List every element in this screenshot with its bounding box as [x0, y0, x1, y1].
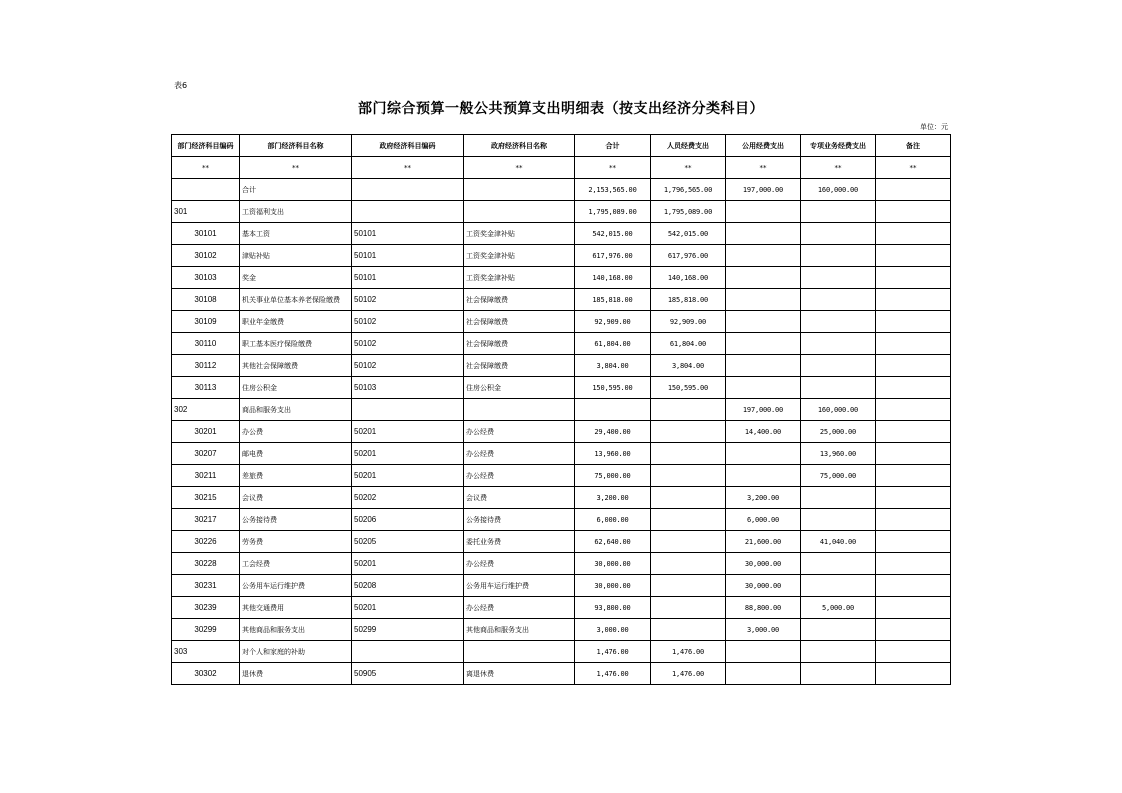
- note-cell: [876, 641, 951, 663]
- personnel-cell: [651, 465, 726, 487]
- personnel-cell: [651, 619, 726, 641]
- star-cell: **: [801, 157, 876, 179]
- gov-name-cell: 工资奖金津补贴: [464, 245, 575, 267]
- table-row: [172, 421, 951, 443]
- dept-code-cell: 30231: [172, 575, 240, 597]
- gov-name-cell: 办公经费: [464, 597, 575, 619]
- public-cell: [726, 377, 801, 399]
- public-cell: 21,600.00: [726, 531, 801, 553]
- gov-code-cell: 50101: [352, 245, 464, 267]
- total-cell: 185,818.00: [575, 289, 651, 311]
- total-cell: 617,976.00: [575, 245, 651, 267]
- gov-code-cell: 50208: [352, 575, 464, 597]
- note-cell: [876, 421, 951, 443]
- public-cell: [726, 443, 801, 465]
- gov-code-cell: 50102: [352, 311, 464, 333]
- dept-name-cell: 奖金: [240, 267, 352, 289]
- dept-code-cell: 303: [172, 641, 240, 663]
- total-cell: 542,015.00: [575, 223, 651, 245]
- special-cell: 13,960.00: [801, 443, 876, 465]
- gov-name-cell: 会议费: [464, 487, 575, 509]
- gov-code-cell: [352, 641, 464, 663]
- note-cell: [876, 267, 951, 289]
- gov-code-cell: 50201: [352, 597, 464, 619]
- special-cell: [801, 355, 876, 377]
- table-row: [172, 333, 951, 355]
- star-row: [172, 157, 951, 179]
- total-cell: 2,153,565.00: [575, 179, 651, 201]
- star-cell: **: [172, 157, 240, 179]
- dept-code-cell: 30211: [172, 465, 240, 487]
- dept-name-cell: 其他社会保障缴费: [240, 355, 352, 377]
- gov-name-cell: 公务用车运行维护费: [464, 575, 575, 597]
- special-cell: [801, 245, 876, 267]
- dept-name-cell: 公务接待费: [240, 509, 352, 531]
- dept-code-cell: 30207: [172, 443, 240, 465]
- gov-code-cell: 50101: [352, 223, 464, 245]
- personnel-cell: [651, 509, 726, 531]
- note-cell: [876, 355, 951, 377]
- header-dept-name: 部门经济科目名称: [240, 135, 352, 157]
- special-cell: [801, 223, 876, 245]
- public-cell: [726, 267, 801, 289]
- note-cell: [876, 487, 951, 509]
- dept-name-cell: 基本工资: [240, 223, 352, 245]
- gov-name-cell: 工资奖金津补贴: [464, 223, 575, 245]
- note-cell: [876, 289, 951, 311]
- table-row: [172, 399, 951, 421]
- dept-name-cell: 工会经费: [240, 553, 352, 575]
- table-row: [172, 311, 951, 333]
- special-cell: [801, 267, 876, 289]
- gov-name-cell: 办公经费: [464, 465, 575, 487]
- special-cell: [801, 553, 876, 575]
- table-row: [172, 575, 951, 597]
- special-cell: 160,000.00: [801, 179, 876, 201]
- total-cell: 1,476.00: [575, 641, 651, 663]
- budget-table: [171, 134, 951, 685]
- total-cell: [575, 399, 651, 421]
- personnel-cell: 61,804.00: [651, 333, 726, 355]
- table-row: [172, 619, 951, 641]
- gov-code-cell: 50201: [352, 553, 464, 575]
- dept-name-cell: 住房公积金: [240, 377, 352, 399]
- gov-code-cell: 50205: [352, 531, 464, 553]
- personnel-cell: [651, 487, 726, 509]
- personnel-cell: [651, 531, 726, 553]
- total-cell: 62,640.00: [575, 531, 651, 553]
- table-body: [172, 179, 951, 685]
- special-cell: 75,000.00: [801, 465, 876, 487]
- note-cell: [876, 443, 951, 465]
- personnel-cell: [651, 399, 726, 421]
- dept-name-cell: 办公费: [240, 421, 352, 443]
- dept-code-cell: 30239: [172, 597, 240, 619]
- gov-name-cell: [464, 399, 575, 421]
- table-row: [172, 289, 951, 311]
- dept-name-cell: 差旅费: [240, 465, 352, 487]
- total-cell: 30,000.00: [575, 553, 651, 575]
- total-cell: 61,804.00: [575, 333, 651, 355]
- table-row: [172, 245, 951, 267]
- dept-code-cell: 30108: [172, 289, 240, 311]
- table-row: [172, 267, 951, 289]
- table-row: [172, 443, 951, 465]
- header-special: 专项业务经费支出: [801, 135, 876, 157]
- table-row: [172, 355, 951, 377]
- gov-name-cell: 离退休费: [464, 663, 575, 685]
- gov-name-cell: 公务接待费: [464, 509, 575, 531]
- special-cell: [801, 619, 876, 641]
- personnel-cell: 92,909.00: [651, 311, 726, 333]
- gov-name-cell: 委托业务费: [464, 531, 575, 553]
- dept-code-cell: 30215: [172, 487, 240, 509]
- total-cell: 3,804.00: [575, 355, 651, 377]
- gov-code-cell: 50102: [352, 333, 464, 355]
- gov-code-cell: 50103: [352, 377, 464, 399]
- dept-code-cell: 301: [172, 201, 240, 223]
- dept-name-cell: 公务用车运行维护费: [240, 575, 352, 597]
- total-cell: 150,595.00: [575, 377, 651, 399]
- note-cell: [876, 575, 951, 597]
- personnel-cell: 542,015.00: [651, 223, 726, 245]
- total-cell: 140,168.00: [575, 267, 651, 289]
- header-row: [172, 135, 951, 157]
- public-cell: 197,000.00: [726, 399, 801, 421]
- personnel-cell: [651, 575, 726, 597]
- personnel-cell: [651, 597, 726, 619]
- star-cell: **: [876, 157, 951, 179]
- table-row: [172, 201, 951, 223]
- note-cell: [876, 311, 951, 333]
- header-note: 备注: [876, 135, 951, 157]
- table-row: [172, 553, 951, 575]
- special-cell: [801, 377, 876, 399]
- note-cell: [876, 553, 951, 575]
- note-cell: [876, 465, 951, 487]
- special-cell: 5,000.00: [801, 597, 876, 619]
- total-cell: 3,200.00: [575, 487, 651, 509]
- public-cell: 30,000.00: [726, 553, 801, 575]
- special-cell: [801, 663, 876, 685]
- dept-name-cell: 会议费: [240, 487, 352, 509]
- total-cell: 75,000.00: [575, 465, 651, 487]
- note-cell: [876, 377, 951, 399]
- gov-code-cell: 50201: [352, 421, 464, 443]
- public-cell: 30,000.00: [726, 575, 801, 597]
- table-row: [172, 223, 951, 245]
- total-cell: 13,960.00: [575, 443, 651, 465]
- public-cell: [726, 245, 801, 267]
- special-cell: [801, 509, 876, 531]
- note-cell: [876, 531, 951, 553]
- public-cell: 3,000.00: [726, 619, 801, 641]
- unit-label: 单位：元: [920, 123, 948, 131]
- star-cell: **: [726, 157, 801, 179]
- dept-code-cell: 30299: [172, 619, 240, 641]
- dept-code-cell: 30112: [172, 355, 240, 377]
- gov-name-cell: 办公经费: [464, 421, 575, 443]
- header-public: 公用经费支出: [726, 135, 801, 157]
- gov-name-cell: 办公经费: [464, 443, 575, 465]
- table-row: [172, 597, 951, 619]
- table-row: [172, 663, 951, 685]
- public-cell: [726, 641, 801, 663]
- special-cell: [801, 311, 876, 333]
- public-cell: 197,000.00: [726, 179, 801, 201]
- dept-code-cell: [172, 179, 240, 201]
- public-cell: 6,000.00: [726, 509, 801, 531]
- dept-name-cell: 邮电费: [240, 443, 352, 465]
- table-row: [172, 465, 951, 487]
- gov-name-cell: [464, 201, 575, 223]
- personnel-cell: 1,795,089.00: [651, 201, 726, 223]
- gov-code-cell: 50201: [352, 443, 464, 465]
- personnel-cell: 185,818.00: [651, 289, 726, 311]
- note-cell: [876, 223, 951, 245]
- gov-code-cell: 50102: [352, 289, 464, 311]
- dept-name-cell: 其他商品和服务支出: [240, 619, 352, 641]
- gov-name-cell: 社会保障缴费: [464, 289, 575, 311]
- page-title: 部门综合预算一般公共预算支出明细表（按支出经济分类科目）: [358, 101, 764, 117]
- note-cell: [876, 333, 951, 355]
- public-cell: 14,400.00: [726, 421, 801, 443]
- personnel-cell: 617,976.00: [651, 245, 726, 267]
- dept-name-cell: 机关事业单位基本养老保险缴费: [240, 289, 352, 311]
- gov-name-cell: 社会保障缴费: [464, 355, 575, 377]
- dept-code-cell: 30302: [172, 663, 240, 685]
- header-personnel: 人员经费支出: [651, 135, 726, 157]
- note-cell: [876, 509, 951, 531]
- gov-code-cell: 50102: [352, 355, 464, 377]
- dept-name-cell: 劳务费: [240, 531, 352, 553]
- dept-code-cell: 30228: [172, 553, 240, 575]
- total-cell: 93,800.00: [575, 597, 651, 619]
- gov-name-cell: 社会保障缴费: [464, 333, 575, 355]
- special-cell: [801, 289, 876, 311]
- note-cell: [876, 399, 951, 421]
- table-row: [172, 509, 951, 531]
- dept-code-cell: 30110: [172, 333, 240, 355]
- dept-name-cell: 商品和服务支出: [240, 399, 352, 421]
- dept-name-cell: 工资福利支出: [240, 201, 352, 223]
- dept-code-cell: 30201: [172, 421, 240, 443]
- gov-code-cell: 50202: [352, 487, 464, 509]
- dept-name-cell: 合计: [240, 179, 352, 201]
- dept-name-cell: 职工基本医疗保险缴费: [240, 333, 352, 355]
- star-cell: **: [464, 157, 575, 179]
- gov-code-cell: [352, 201, 464, 223]
- header-dept-code: 部门经济科目编码: [172, 135, 240, 157]
- header-gov-code: 政府经济科目编码: [352, 135, 464, 157]
- special-cell: [801, 487, 876, 509]
- total-cell: 30,000.00: [575, 575, 651, 597]
- dept-name-cell: 对个人和家庭的补助: [240, 641, 352, 663]
- note-cell: [876, 619, 951, 641]
- dept-code-cell: 302: [172, 399, 240, 421]
- total-cell: 6,000.00: [575, 509, 651, 531]
- header-gov-name: 政府经济科目名称: [464, 135, 575, 157]
- dept-name-cell: 津贴补贴: [240, 245, 352, 267]
- gov-name-cell: 社会保障缴费: [464, 311, 575, 333]
- note-cell: [876, 245, 951, 267]
- dept-code-cell: 30217: [172, 509, 240, 531]
- special-cell: [801, 333, 876, 355]
- public-cell: [726, 223, 801, 245]
- dept-name-cell: 职业年金缴费: [240, 311, 352, 333]
- note-cell: [876, 663, 951, 685]
- star-cell: **: [352, 157, 464, 179]
- personnel-cell: 150,595.00: [651, 377, 726, 399]
- gov-code-cell: 50299: [352, 619, 464, 641]
- note-cell: [876, 201, 951, 223]
- dept-code-cell: 30102: [172, 245, 240, 267]
- gov-name-cell: 办公经费: [464, 553, 575, 575]
- special-cell: 41,040.00: [801, 531, 876, 553]
- special-cell: [801, 641, 876, 663]
- personnel-cell: 1,476.00: [651, 641, 726, 663]
- personnel-cell: 140,168.00: [651, 267, 726, 289]
- total-cell: 92,909.00: [575, 311, 651, 333]
- gov-name-cell: 工资奖金津补贴: [464, 267, 575, 289]
- public-cell: [726, 663, 801, 685]
- public-cell: [726, 311, 801, 333]
- special-cell: 25,000.00: [801, 421, 876, 443]
- special-cell: [801, 201, 876, 223]
- note-cell: [876, 597, 951, 619]
- public-cell: [726, 333, 801, 355]
- note-cell: [876, 179, 951, 201]
- gov-code-cell: 50101: [352, 267, 464, 289]
- table-row: [172, 641, 951, 663]
- table-row: [172, 531, 951, 553]
- table-row: [172, 377, 951, 399]
- personnel-cell: [651, 553, 726, 575]
- dept-code-cell: 30103: [172, 267, 240, 289]
- gov-name-cell: 住房公积金: [464, 377, 575, 399]
- personnel-cell: 1,476.00: [651, 663, 726, 685]
- star-cell: **: [240, 157, 352, 179]
- gov-code-cell: 50905: [352, 663, 464, 685]
- personnel-cell: 3,804.00: [651, 355, 726, 377]
- dept-code-cell: 30226: [172, 531, 240, 553]
- personnel-cell: [651, 443, 726, 465]
- header-total: 合计: [575, 135, 651, 157]
- table-row: [172, 179, 951, 201]
- dept-code-cell: 30101: [172, 223, 240, 245]
- public-cell: [726, 355, 801, 377]
- special-cell: [801, 575, 876, 597]
- public-cell: 88,800.00: [726, 597, 801, 619]
- gov-code-cell: [352, 179, 464, 201]
- public-cell: [726, 465, 801, 487]
- gov-code-cell: 50206: [352, 509, 464, 531]
- special-cell: 160,000.00: [801, 399, 876, 421]
- personnel-cell: 1,796,565.00: [651, 179, 726, 201]
- dept-code-cell: 30113: [172, 377, 240, 399]
- total-cell: 29,400.00: [575, 421, 651, 443]
- total-cell: 1,795,089.00: [575, 201, 651, 223]
- total-cell: 1,476.00: [575, 663, 651, 685]
- dept-name-cell: 退休费: [240, 663, 352, 685]
- gov-name-cell: [464, 179, 575, 201]
- gov-code-cell: [352, 399, 464, 421]
- gov-name-cell: 其他商品和服务支出: [464, 619, 575, 641]
- star-cell: **: [575, 157, 651, 179]
- table-row: [172, 487, 951, 509]
- dept-code-cell: 30109: [172, 311, 240, 333]
- gov-name-cell: [464, 641, 575, 663]
- total-cell: 3,000.00: [575, 619, 651, 641]
- public-cell: 3,200.00: [726, 487, 801, 509]
- personnel-cell: [651, 421, 726, 443]
- sheet-tag: 表6: [174, 81, 188, 90]
- star-cell: **: [651, 157, 726, 179]
- dept-name-cell: 其他交通费用: [240, 597, 352, 619]
- public-cell: [726, 289, 801, 311]
- public-cell: [726, 201, 801, 223]
- gov-code-cell: 50201: [352, 465, 464, 487]
